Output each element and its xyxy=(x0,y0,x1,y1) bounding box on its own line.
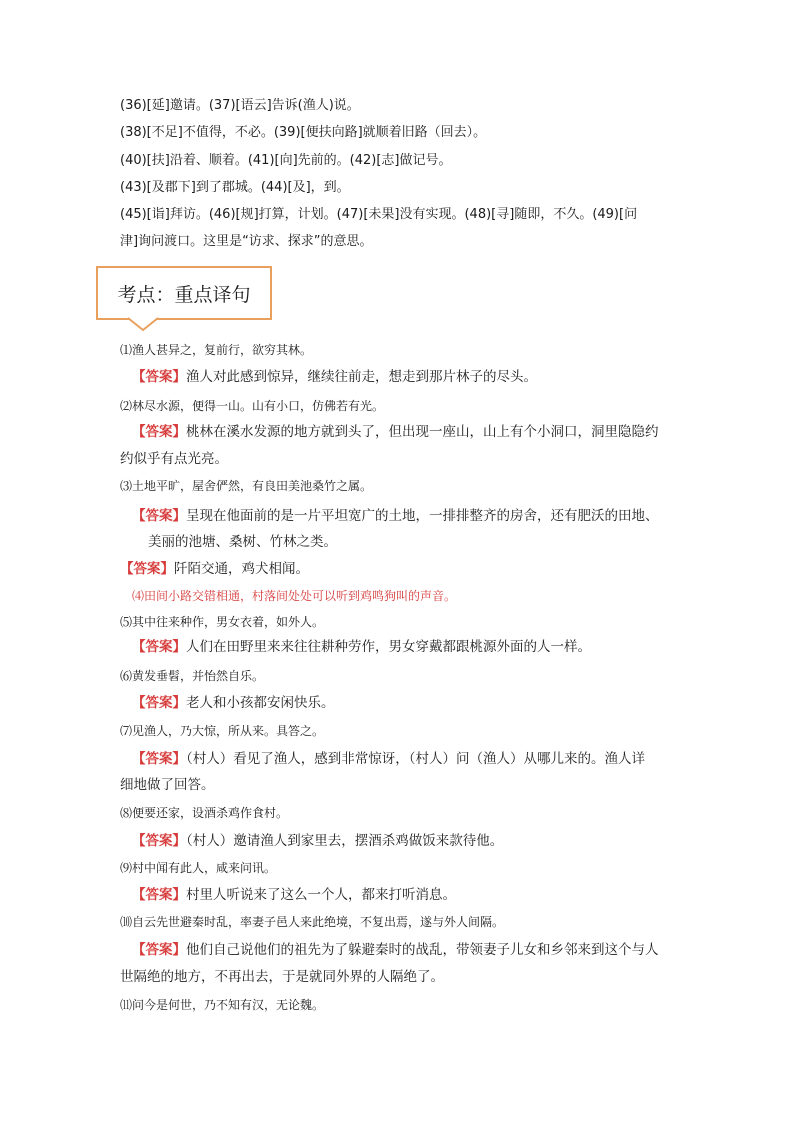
gloss-line: (45)[诣]拜访。(46)[规]打算，计划。(47)[未果]没有实现。(48)[寻]随即，不久。(49)[问 xyxy=(120,207,638,222)
answer-text: 渔人对此感到惊异，继续往前走，想走到那片林子的尽头。 xyxy=(186,369,537,385)
source-sentence: ⑸其中往来种作，男女衣着，如外人。 xyxy=(120,615,325,629)
gloss-line: (36)[延]邀请。(37)[语云]告诉(渔人)说。 xyxy=(120,98,360,113)
answer-tag: 【答案】 xyxy=(120,561,174,577)
answer-line xyxy=(132,422,659,442)
answer-tag: 【答案】 xyxy=(132,695,186,711)
translation-note: ⑷田间小路交错相通，村落间处处可以听到鸡鸣狗叫的声音。 xyxy=(132,589,457,603)
answer-text: 老人和小孩都安闲快乐。 xyxy=(186,695,335,711)
source-sentence: ⑵林尽水源，便得一山。山有小口，仿佛若有光。 xyxy=(120,399,385,413)
source-sentence: ⑴渔人甚异之，复前行，欲穷其林。 xyxy=(120,343,313,357)
source-sentence: ⑹黄发垂髫，并怡然自乐。 xyxy=(120,669,265,683)
gloss-line: (43)[及郡下]到了郡城。(44)[及]，到。 xyxy=(120,180,350,195)
answer-line xyxy=(120,559,309,579)
answer-tag: 【答案】 xyxy=(132,751,186,767)
answer-tag: 【答案】 xyxy=(132,887,186,903)
answer-text: 村里人听说来了这么一个人，都来打听消息。 xyxy=(186,887,456,903)
answer-line xyxy=(132,831,503,851)
answer-tag: 【答案】 xyxy=(132,508,186,524)
source-sentence: ⑶土地平旷，屋舍俨然，有良田美池桑竹之属。 xyxy=(120,479,373,493)
source-sentence: ⑼村中闻有此人，咸来问讯。 xyxy=(120,861,277,875)
answer-tag: 【答案】 xyxy=(132,424,186,440)
answer-text: 呈现在他面前的是一片平坦宽广的土地，一排排整齐的房舍，还有肥沃的田地、 xyxy=(186,508,659,524)
gloss-line: 津]询问渡口。这里是“访求、探求”的意思。 xyxy=(120,234,373,249)
answer-continuation: 美丽的池塘、桑树、竹林之类。 xyxy=(148,534,337,550)
answer-tag: 【答案】 xyxy=(132,369,186,385)
section-title-box xyxy=(96,266,272,320)
answer-continuation: 细地做了回答。 xyxy=(120,777,215,793)
answer-line xyxy=(132,506,659,526)
answer-line xyxy=(132,637,591,657)
answer-text: 人们在田野里来来往往耕种劳作，男女穿戴都跟桃源外面的人一样。 xyxy=(186,639,591,655)
answer-line xyxy=(132,749,645,769)
answer-continuation: 约似乎有点光亮。 xyxy=(120,451,228,467)
answer-tag: 【答案】 xyxy=(132,639,186,655)
answer-tag: 【答案】 xyxy=(132,833,186,849)
answer-line xyxy=(132,940,659,960)
source-sentence: ⑾问今是何世，乃不知有汉，无论魏。 xyxy=(120,998,325,1012)
gloss-line: (38)[不足]不值得，不必。(39)[便扶向路]就顺着旧路（回去）。 xyxy=(120,125,487,140)
source-sentence: ⑺见渔人，乃大惊，所从来。具答之。 xyxy=(120,724,325,738)
source-sentence: ⑻便要还家，设酒杀鸡作食村。 xyxy=(120,806,289,820)
gloss-line: (40)[扶]沿着、顺着。(41)[向]先前的。(42)[志]做记号。 xyxy=(120,153,452,168)
source-sentence: ⑽自云先世避秦时乱，率妻子邑人来此绝境，不复出焉，遂与外人间隔。 xyxy=(120,915,505,929)
answer-line xyxy=(132,693,335,713)
callout-tail-icon xyxy=(128,318,158,332)
section-title: 考点：重点译句 xyxy=(117,283,251,306)
answer-continuation: 世隔绝的地方，不再出去，于是就同外界的人隔绝了。 xyxy=(120,969,444,985)
answer-line xyxy=(132,885,456,905)
answer-text: 桃林在溪水发源的地方就到头了，但出现一座山，山上有个小洞口，洞里隐隐约 xyxy=(186,424,659,440)
answer-tag: 【答案】 xyxy=(132,942,186,958)
answer-text: （村人）邀请渔人到家里去，摆酒杀鸡做饭来款待他。 xyxy=(186,833,504,849)
answer-text: 他们自己说他们的祖先为了躲避秦时的战乱，带领妻子儿女和乡邻来到这个与人 xyxy=(186,942,659,958)
answer-text: （村人）看见了渔人，感到非常惊讶，（村人）问（渔人）从哪儿来的。渔人详 xyxy=(186,751,645,767)
answer-line xyxy=(132,367,537,387)
answer-text: 阡陌交通，鸡犬相闻。 xyxy=(174,561,309,577)
